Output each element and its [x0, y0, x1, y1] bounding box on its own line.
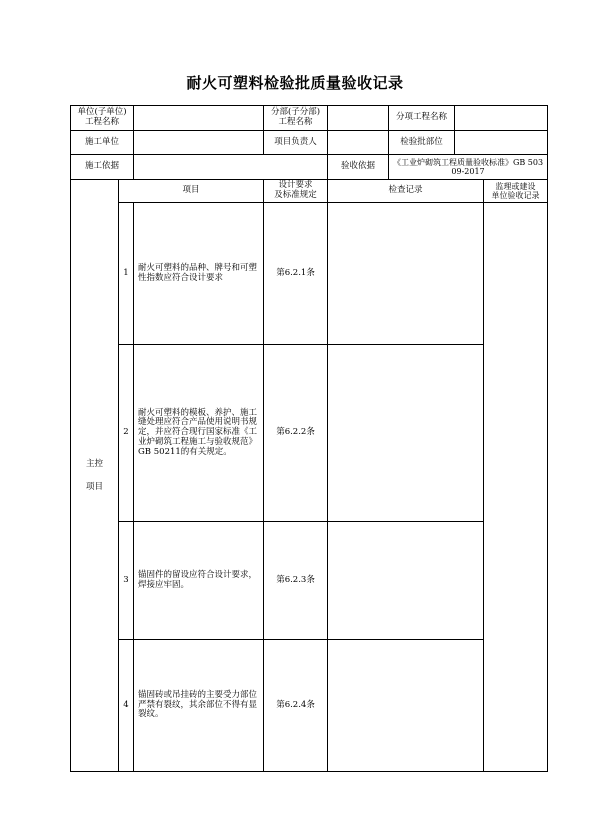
item-row — [71, 203, 548, 345]
item-description: 耐火可塑料的模板、养护、施工缝处理应符合产品使用说明书规定，并应符合现行国家标准《工业炉砌筑工程施工与验收规范》GB 50211的有关规定。 — [134, 345, 264, 522]
column-supervision-record: 监理或建设 单位验收记录 — [484, 180, 548, 203]
inspection-part-label: 检验批部位 — [389, 131, 455, 155]
item-check-record[interactable] — [328, 203, 484, 345]
construction-unit-label: 施工单位 — [71, 131, 134, 155]
subitem-name-value[interactable] — [455, 106, 548, 131]
inspection-part-value[interactable] — [455, 131, 548, 155]
item-number: 2 — [119, 345, 134, 522]
main-control-category — [71, 180, 119, 772]
item-spec-clause: 第6.2.4条 — [264, 640, 328, 772]
column-design-requirement: 设计要求 及标准规定 — [264, 180, 328, 203]
item-check-record[interactable] — [328, 640, 484, 772]
subitem-name-label: 分项工程名称 — [389, 106, 455, 131]
item-description: 耐火可塑料的品种、牌号和可塑性指数应符合设计要求 — [134, 203, 264, 345]
item-row — [71, 522, 548, 640]
subdivision-name-value[interactable] — [328, 106, 389, 131]
column-header-row — [71, 180, 548, 203]
construction-basis-label: 施工依据 — [71, 155, 134, 180]
item-spec-clause: 第6.2.1条 — [264, 203, 328, 345]
unit-name-value[interactable] — [134, 106, 264, 131]
project-lead-value[interactable] — [328, 131, 389, 155]
category-line-2: 项目 — [85, 481, 103, 492]
item-number: 1 — [119, 203, 134, 345]
acceptance-basis-label: 验收依据 — [328, 155, 389, 180]
unit-name-label: 单位(子单位) 工程名称 — [71, 106, 134, 131]
header-row-2 — [71, 131, 548, 155]
item-check-record[interactable] — [328, 522, 484, 640]
supervision-record-cell[interactable] — [484, 203, 548, 772]
column-check-record: 检查记录 — [328, 180, 484, 203]
column-item: 项目 — [119, 180, 264, 203]
item-check-record[interactable] — [328, 345, 484, 522]
item-number: 3 — [119, 522, 134, 640]
item-row — [71, 640, 548, 772]
item-description: 锚固砖或吊挂砖的主要受力部位严禁有裂纹，其余部位不得有显裂纹。 — [134, 640, 264, 772]
item-number: 4 — [119, 640, 134, 772]
construction-unit-value[interactable] — [134, 131, 264, 155]
item-row — [71, 345, 548, 522]
subdivision-name-label: 分部(子分部) 工程名称 — [264, 106, 328, 131]
item-spec-clause: 第6.2.3条 — [264, 522, 328, 640]
page-title: 耐火可塑料检验批质量验收记录 — [186, 74, 404, 92]
item-description: 锚固件的留设应符合设计要求，焊接应牢固。 — [134, 522, 264, 640]
header-row-1 — [71, 106, 548, 131]
category-line-1: 主控 — [85, 459, 103, 470]
construction-basis-value[interactable] — [134, 155, 328, 180]
project-lead-label: 项目负责人 — [264, 131, 328, 155]
acceptance-basis-value: 《工业炉砌筑工程质量验收标准》GB 50309-2017 — [389, 155, 548, 180]
header-row-3 — [71, 155, 548, 180]
inspection-record-table — [70, 105, 548, 772]
item-spec-clause: 第6.2.2条 — [264, 345, 328, 522]
